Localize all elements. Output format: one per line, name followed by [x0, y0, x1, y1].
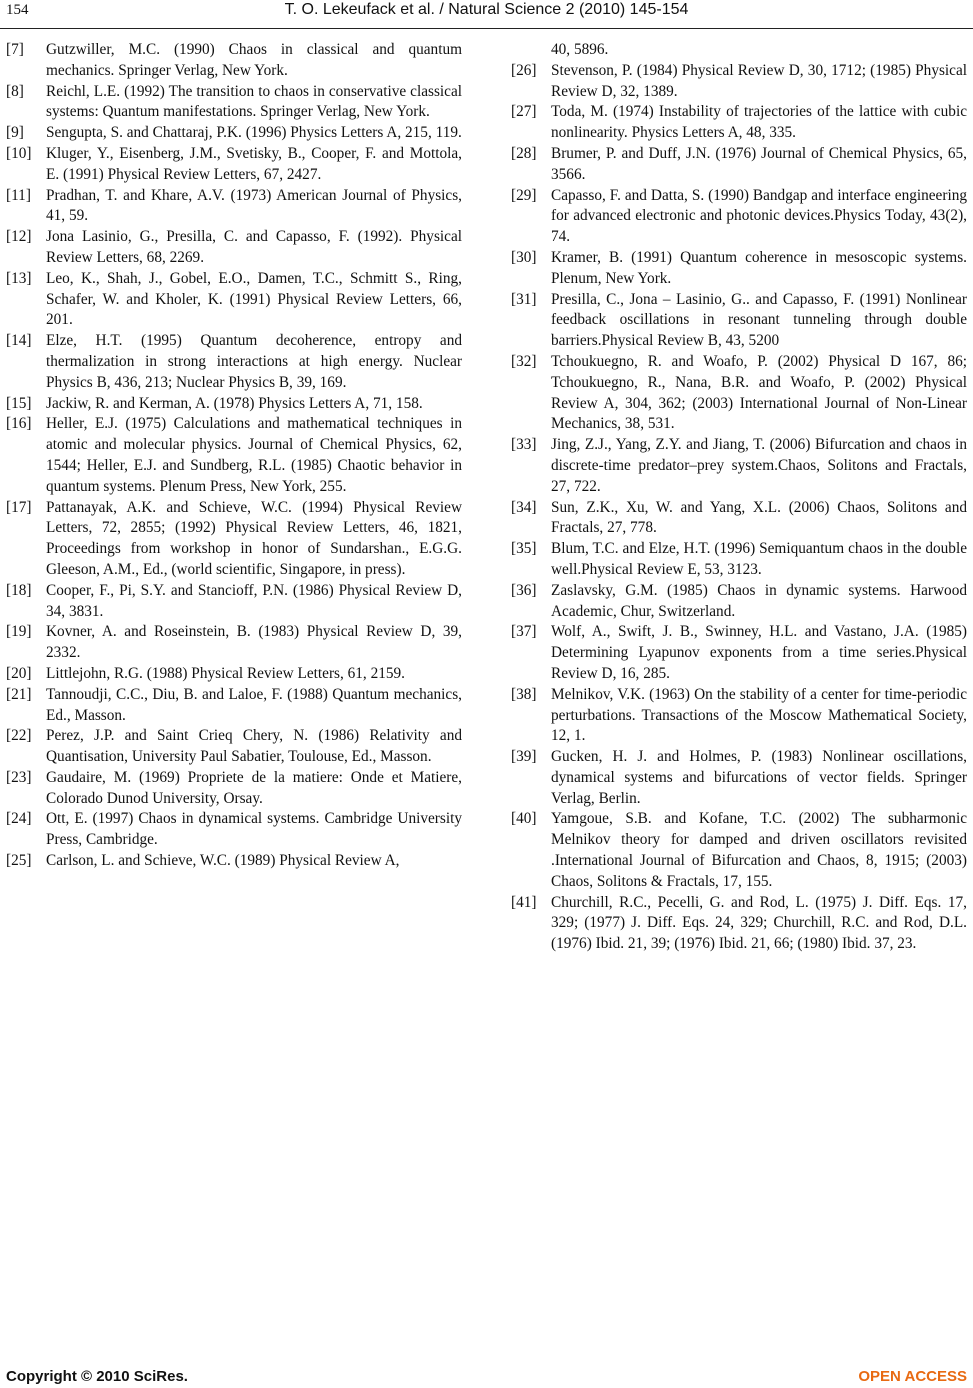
- reference-item: [6, 331, 462, 393]
- reference-text: Gucken, H. J. and Holmes, P. (1983) Nonlinear oscillations, dynamical systems and bifurcations of vector fields. Springer Verlag, Berlin.: [551, 748, 967, 807]
- reference-text: Reichl, L.E. (1992) The transition to chaos in conservative classical systems: Quantum manifestations. Springer Verlag, New York.: [46, 82, 462, 121]
- reference-text: Jing, Z.J., Yang, Z.Y. and Jiang, T. (2006) Bifurcation and chaos in discrete-time predator–prey system.Chaos, Solitons and Fractals, 27, 722.: [551, 436, 967, 495]
- reference-item: [6, 809, 462, 851]
- reference-item: [511, 248, 967, 290]
- reference-number: [17]: [6, 498, 32, 516]
- reference-item: [6, 227, 462, 269]
- reference-text: Zaslavsky, G.M. (1985) Chaos in dynamic systems. Harwood Academic, Chur, Switzerland.: [551, 581, 967, 620]
- reference-number: [10]: [6, 144, 32, 162]
- reference-text: Kluger, Y., Eisenberg, J.M., Svetisky, B., Cooper, F. and Mottola, E. (1991) Physical Review Letters, 67, 2427.: [46, 144, 462, 183]
- reference-number: [31]: [511, 290, 537, 308]
- reference-number: [14]: [6, 332, 32, 350]
- reference-item: [511, 893, 967, 955]
- reference-item: [511, 435, 967, 497]
- reference-number: [40]: [511, 810, 537, 828]
- reference-number: [19]: [6, 623, 32, 641]
- reference-text: Kramer, B. (1991) Quantum coherence in mesoscopic systems. Plenum, New York.: [551, 248, 967, 287]
- reference-item: [6, 498, 462, 581]
- reference-item: [6, 414, 462, 497]
- reference-item: [6, 82, 462, 124]
- reference-item: [511, 581, 967, 623]
- reference-text: Cooper, F., Pi, S.Y. and Stancioff, P.N. (1986) Physical Review D, 34, 3831.: [46, 581, 462, 620]
- reference-item: [511, 747, 967, 809]
- reference-number: [34]: [511, 498, 537, 516]
- reference-text: Pattanayak, A.K. and Schieve, W.C. (1994) Physical Review Letters, 72, 2855; (1992) Physical Review Letters, 46, 1821, Proceedings from workshop in honor of Sundarshan., E.G.G. Gleeson, A.M., Ed., (world scientific, Singapore, in press).: [46, 498, 462, 578]
- reference-text: Capasso, F. and Datta, S. (1990) Bandgap and interface engineering for advanced electronic and photonic devices.Physics Today, 43(2), 74.: [551, 186, 967, 246]
- reference-text: Wolf, A., Swift, J. B., Swinney, H.L. and Vastano, J.A. (1985) Determining Lyapunov exponents from a time series.Physical Review D, 16, 285.: [551, 623, 967, 682]
- reference-number: [22]: [6, 727, 32, 745]
- references-right-column: [511, 40, 967, 955]
- page-footer: [0, 1366, 973, 1388]
- page-header: [0, 0, 973, 29]
- reference-number: [29]: [511, 186, 537, 204]
- reference-item: [6, 768, 462, 810]
- reference-item: [6, 40, 462, 82]
- reference-number: [33]: [511, 436, 537, 454]
- references-left-column: [6, 40, 462, 872]
- reference-text: Tchoukuegno, R. and Woafo, P. (2002) Physical D 167, 86; Tchoukuegno, R., Nana, B.R. and Woafo, P. (2002) Physical Review A, 304, 362; (2003) International Journal of Non-Linear Mechanics, 38, 531.: [551, 352, 967, 433]
- reference-number: [21]: [6, 685, 32, 703]
- reference-text: Yamgoue, S.B. and Kofane, T.C. (2002) The subharmonic Melnikov theory for damped and driven oscillators revisited .International Journal of Bifurcation and Chaos, 8, 1915; (2003) Chaos, Solitons & Fractals, 17, 155.: [551, 810, 967, 890]
- reference-item: [6, 394, 462, 415]
- reference-text: Melnikov, V.K. (1963) On the stability of a center for time-periodic perturbations. Transactions of the Moscow Mathematical Society, 12, 1.: [551, 685, 967, 745]
- reference-text: Sengupta, S. and Chattaraj, P.K. (1996) Physics Letters A, 215, 119.: [46, 124, 462, 142]
- reference-number: [26]: [511, 61, 537, 79]
- running-head: T. O. Lekeufack et al. / Natural Science 2 (2010) 145-154: [284, 1, 689, 18]
- reference-text: Perez, J.P. and Saint Crieq Chery, N. (1986) Relativity and Quantisation, University Paul Sabatier, Toulouse, Ed., Masson.: [46, 727, 462, 766]
- reference-number: [20]: [6, 664, 32, 682]
- reference-item: [6, 685, 462, 727]
- reference-item: [511, 685, 967, 747]
- reference-number: [7]: [6, 41, 24, 58]
- reference-number: [36]: [511, 581, 537, 599]
- reference-number: [28]: [511, 144, 537, 162]
- reference-text: Leo, K., Shah, J., Gobel, E.O., Damen, T.C., Schmitt S., Ring, Schafer, W. and Kholer, K. (1991) Physical Review Letters, 66, 201.: [46, 269, 462, 329]
- reference-number: [9]: [6, 124, 24, 142]
- reference-text: Blum, T.C. and Elze, H.T. (1996) Semiquantum chaos in the double well.Physical Review E, 53, 3123.: [551, 540, 967, 578]
- reference-number: [15]: [6, 394, 32, 412]
- copyright-notice: Copyright © 2010 SciRes.: [6, 1368, 188, 1385]
- reference-number: [38]: [511, 685, 537, 703]
- reference-item: [511, 186, 967, 248]
- reference-item: [6, 144, 462, 186]
- reference-item: [6, 123, 462, 144]
- reference-item: [511, 102, 967, 144]
- reference-item: [511, 290, 967, 352]
- reference-number: [39]: [511, 748, 537, 766]
- reference-text: Gutzwiller, M.C. (1990) Chaos in classical and quantum mechanics. Springer Verlag, New York.: [46, 41, 462, 79]
- page-number: 154: [6, 2, 29, 18]
- reference-number: [8]: [6, 82, 24, 100]
- reference-item: [6, 851, 462, 872]
- reference-item: [511, 498, 967, 540]
- reference-item: [6, 726, 462, 768]
- reference-text: Elze, H.T. (1995) Quantum decoherence, entropy and thermalization in strong interactions at high energy. Nuclear Physics B, 436, 213; Nuclear Physics B, 39, 169.: [46, 332, 462, 391]
- reference-text: Sun, Z.K., Xu, W. and Yang, X.L. (2006) Chaos, Solitons and Fractals, 27, 778.: [551, 498, 967, 537]
- reference-number: [24]: [6, 810, 32, 828]
- reference-text: Churchill, R.C., Pecelli, G. and Rod, L. (1975) J. Diff. Eqs. 17, 329; (1977) J. Diff. Eqs. 24, 329; Churchill, R.C. and Rod, D.L. (1976) Ibid. 21, 39; (1976) Ibid. 21, 66; (1980) Ibid. 37, 23.: [551, 893, 967, 953]
- reference-item: [511, 809, 967, 892]
- reference-number: [37]: [511, 623, 537, 641]
- reference-text: Littlejohn, R.G. (1988) Physical Review Letters, 61, 2159.: [46, 664, 405, 682]
- reference-text: Presilla, C., Jona – Lasinio, G.. and Capasso, F. (1991) Nonlinear feedback oscillations in resonant tunneling through double barriers.Physical Review B, 43, 5200: [551, 290, 967, 350]
- reference-text: Stevenson, P. (1984) Physical Review D, 30, 1712; (1985) Physical Review D, 32, 1389.: [551, 61, 967, 100]
- reference-number: [11]: [6, 186, 31, 204]
- reference-text: Tannoudji, C.C., Diu, B. and Laloe, F. (1988) Quantum mechanics, Ed., Masson.: [46, 685, 462, 724]
- reference-number: [41]: [511, 893, 537, 911]
- reference-text: Heller, E.J. (1975) Calculations and mathematical techniques in atomic and molecular physics. Journal of Chemical Physics, 62, 1544; Heller, E.J. and Sundberg, R.L. (1985) Chaotic behavior in quantum systems. Plenum Press, New York, 255.: [46, 415, 462, 495]
- reference-text: Kovner, A. and Roseinstein, B. (1983) Physical Review D, 39, 2332.: [46, 623, 462, 662]
- reference-text: Gaudaire, M. (1969) Propriete de la matiere: Onde et Matiere, Colorado Dunod University, Orsay.: [46, 768, 462, 807]
- reference-continuation: 40, 5896.: [551, 41, 609, 58]
- reference-number: [18]: [6, 581, 32, 599]
- reference-item: [511, 61, 967, 103]
- reference-item: [6, 664, 462, 685]
- reference-number: [25]: [6, 852, 32, 870]
- reference-text: Toda, M. (1974) Instability of trajectories of the lattice with cubic nonlinearity. Physics Letters A, 48, 335.: [551, 103, 967, 142]
- open-access-label: OPEN ACCESS: [858, 1368, 967, 1385]
- reference-text: Brumer, P. and Duff, J.N. (1976) Journal of Chemical Physics, 65, 3566.: [551, 144, 967, 183]
- reference-item: [511, 144, 967, 186]
- reference-number: [16]: [6, 415, 32, 433]
- reference-number: [30]: [511, 248, 537, 266]
- reference-number: [23]: [6, 768, 32, 786]
- reference-item: [6, 269, 462, 331]
- reference-item: [511, 352, 967, 435]
- reference-text: Jona Lasinio, G., Presilla, C. and Capasso, F. (1992). Physical Review Letters, 68, 2269.: [46, 228, 462, 266]
- reference-item: [511, 539, 967, 581]
- reference-number: [35]: [511, 540, 537, 558]
- reference-text: Ott, E. (1997) Chaos in dynamical systems. Cambridge University Press, Cambridge.: [46, 810, 462, 849]
- reference-item: [6, 622, 462, 664]
- reference-item: [6, 186, 462, 228]
- reference-number: [27]: [511, 103, 537, 121]
- reference-number: [13]: [6, 269, 32, 287]
- reference-item: [511, 622, 967, 684]
- reference-text: Jackiw, R. and Kerman, A. (1978) Physics Letters A, 71, 158.: [46, 394, 423, 412]
- reference-number: [32]: [511, 352, 537, 370]
- reference-item: [6, 581, 462, 623]
- reference-text: Carlson, L. and Schieve, W.C. (1989) Physical Review A,: [46, 852, 400, 870]
- reference-number: [12]: [6, 228, 32, 246]
- reference-text: Pradhan, T. and Khare, A.V. (1973) American Journal of Physics, 41, 59.: [46, 186, 462, 225]
